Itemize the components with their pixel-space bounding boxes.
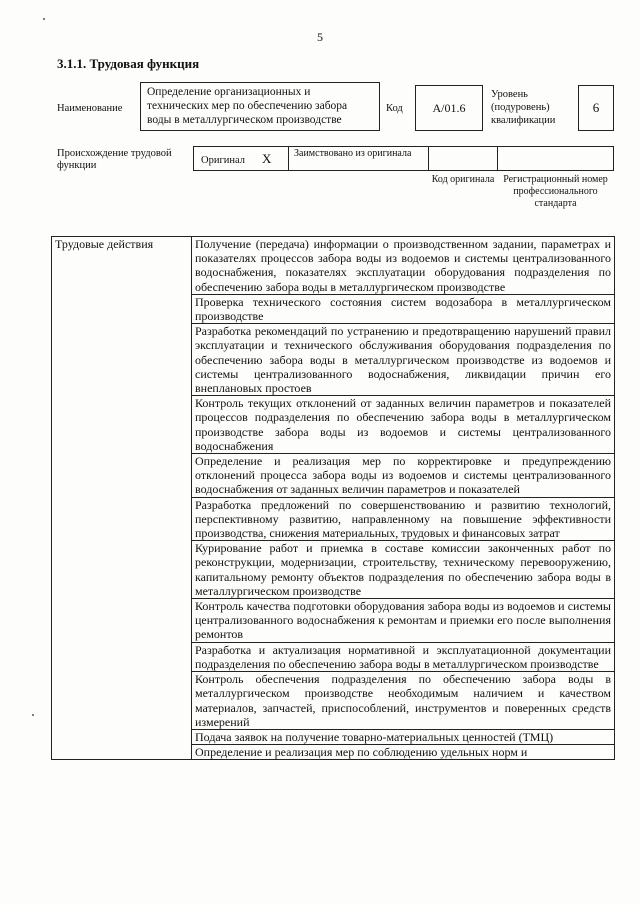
labor-action-item: Разработка и актуализация нормативной и эксплуатационной документации подразделения по обеспечению забора воды в металлургическом производстве xyxy=(192,642,615,671)
origin-label: Происхождение трудовой функции xyxy=(57,148,172,171)
labor-action-item: Подача заявок на получение товарно-материальных ценностей (ТМЦ) xyxy=(192,729,615,744)
code-label: Код xyxy=(386,103,403,114)
origin-reg-caption: Регистрационный номер профессионального стандарта xyxy=(503,174,608,209)
labor-action-item: Получение (передача) информации о производственном задании, параметрах и показателях процессов забора воды из водоемов и системы централизованного водоснабжения, показателях эксплуатации оборудования подразделения по обеспечению забора воды в металлургическом производстве xyxy=(192,237,615,295)
labor-actions-table xyxy=(51,236,615,760)
labor-action-item: Проверка технического состояния систем водозабора в металлургическом производстве xyxy=(192,294,615,323)
labor-action-item: Контроль качества подготовки оборудования забора воды из водоемов и системы централизованного водоснабжения к ремонтам и приемки его после выполнения ремонтов xyxy=(192,599,615,643)
labor-actions-label: Трудовые действия xyxy=(52,237,192,760)
qualification-level-box: 6 xyxy=(578,85,614,131)
labor-action-row xyxy=(52,237,615,295)
page-number: 5 xyxy=(317,30,323,44)
origin-code-cell xyxy=(428,146,498,171)
labor-action-item: Разработка предложений по совершенствованию и развитию технологий, перспективному развитию, направленному на повышение эффективности производства, снижения материальных, трудовых и финансовых затрат xyxy=(192,497,615,541)
origin-original-label: Оригинал xyxy=(201,155,245,166)
scan-speck xyxy=(32,714,34,716)
origin-borrowed-cell: Заимствовано из оригинала xyxy=(288,146,429,171)
origin-reg-number-cell xyxy=(497,146,614,171)
section-title: 3.1.1. Трудовая функция xyxy=(57,56,200,71)
origin-code-caption: Код оригинала xyxy=(431,174,495,185)
function-name-box: Определение организационных и технических мер по обеспечению забора воды в металлургическом производстве xyxy=(140,82,380,131)
labor-action-item: Контроль обеспечения подразделения по обеспечению забора воды в металлургическом производстве необходимым наличием и качеством материалов, запчастей, приспособлений, инструментов и поверенных средств измерений xyxy=(192,672,615,730)
scan-speck xyxy=(43,18,45,20)
labor-action-item: Курирование работ и приемка в составе комиссии законченных работ по реконструкции, модернизации, строительству, техническому перевооружению, капитальному ремонту объектов подразделения по обеспечению забора воды в металлургическом производстве xyxy=(192,541,615,599)
qualification-level-label: Уровень (подуровень) квалификации xyxy=(491,89,556,126)
labor-action-item: Контроль текущих отклонений от заданных величин параметров и показателей процессов подразделения по обеспечению забора воды в металлургическом производстве забора воды из водоемов и системы централизованного водоснабжения xyxy=(192,396,615,454)
labor-action-item: Определение и реализация мер по соблюдению удельных норм и xyxy=(192,745,615,760)
origin-original-cell xyxy=(193,146,289,171)
name-label: Наименование xyxy=(57,103,123,114)
origin-original-mark: X xyxy=(262,151,272,166)
function-code-box: А/01.6 xyxy=(415,85,483,131)
labor-action-item: Определение и реализация мер по корректировке и предупреждению отклонений процесса забора воды из водоемов и системы централизованного водоснабжения от заданных величин параметров и показателей xyxy=(192,454,615,498)
labor-action-item: Разработка рекомендаций по устранению и предотвращению нарушений правил эксплуатации и технического обслуживания оборудования подразделения по обеспечению забора воды в металлургическом производстве из водоемов и системы централизованного водоснабжения, ликвидации причин его внеплановых простоев xyxy=(192,324,615,396)
